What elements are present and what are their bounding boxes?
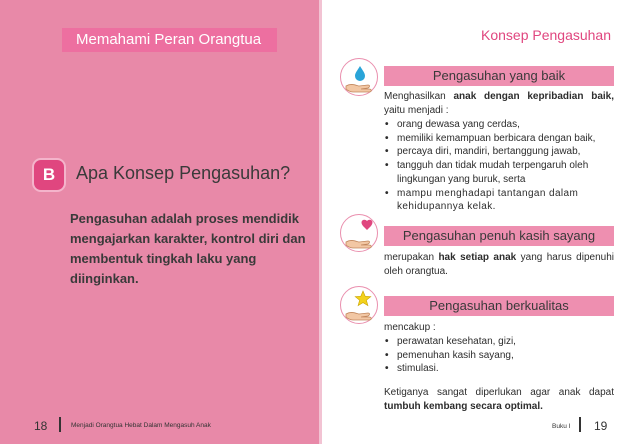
hand-heart-icon [340,214,378,252]
loving-parenting-bold: hak setiap anak [438,252,517,263]
loving-parenting-text [384,251,614,278]
quality-parenting-intro: mencakup : [384,322,436,333]
loving-parenting-pre: merupakan [384,252,439,263]
list-item: • orang dewasa yang cerdas, [384,118,614,132]
good-parenting-intro [384,90,614,117]
hand-star-icon [340,286,378,324]
footer-divider [579,417,581,432]
quality-closing-bold: tumbuh kembang secara optimal. [384,400,543,412]
quality-parenting-closing [384,386,614,413]
intro-paragraph: Pengasuhan adalah proses mendidik mengajarkan karakter, kontrol diri dan membentuk tingkah laku yang diinginkan. [70,211,306,286]
loving-parenting-post: yang harus dipenuhi oleh orangtua. [384,252,614,277]
footer-divider [59,417,61,432]
section-badge: B [32,158,66,192]
quality-parenting-list [384,335,614,376]
good-parenting-intro-bold: anak dengan kepribadian baik, [453,91,614,102]
book-volume-label: Buku I [552,423,571,430]
good-parenting-intro-pre: Menghasilkan [384,91,454,102]
right-page-number: 19 [594,419,608,433]
book-title-footer: Menjadi Orangtua Hebat Dalam Mengasuh Anak [71,422,211,429]
left-footer [0,414,319,444]
list-item: • stimulasi. [384,362,614,376]
good-parenting-intro-post: yaitu menjadi : [384,104,449,116]
section-heading-loving-parenting: Pengasuhan penuh kasih sayang [384,226,614,246]
list-item: • pemenuhan kasih sayang, [384,349,614,363]
left-page-number: 18 [34,419,48,433]
section-heading-quality-parenting: Pengasuhan berkualitas [384,296,614,316]
section-title: Apa Konsep Pengasuhan? [76,163,291,183]
right-footer [322,414,638,444]
right-page [322,0,638,444]
list-item: • memiliki kemampuan berbicara dengan baik, [384,132,614,146]
list-item: • percaya diri, mandiri, bertanggung jawab, [384,145,614,159]
section-heading-good-parenting: Pengasuhan yang baik [384,66,614,86]
left-header-bar [62,28,277,52]
right-header-title: Konsep Pengasuhan [481,27,611,43]
quality-closing-pre: Ketiganya sangat diperlukan agar anak dapat [384,387,614,398]
left-header-title: Memahami Peran Orangtua [76,31,262,48]
list-item: • tangguh dan tidak mudah terpengaruh oleh lingkungan yang buruk, serta [384,159,614,186]
hand-water-drop-icon [340,58,378,96]
list-item: • mampu menghadapi tantangan dalam kehidupannya kelak. [384,187,614,214]
list-item: • perawatan kesehatan, gizi, [384,335,614,349]
good-parenting-list [384,118,614,214]
